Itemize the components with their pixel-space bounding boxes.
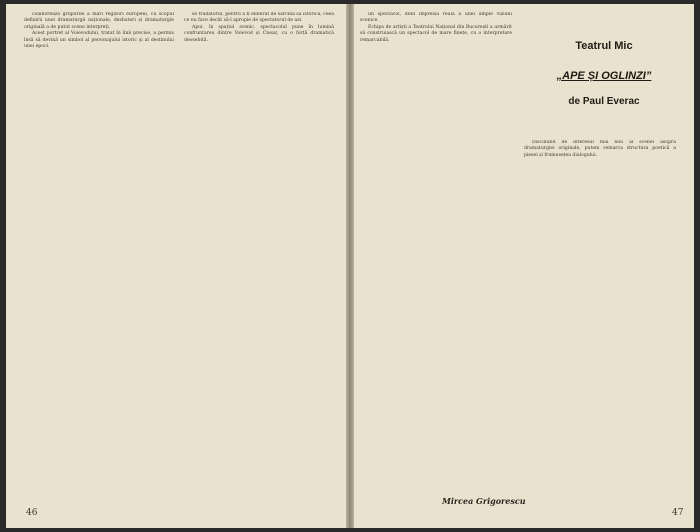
paragraph: se trădătorul, pentru a fi eliberat de sarcina sa istorică, ceea ce nu face decât să-l apropie de spectatorul de azi. [184, 12, 334, 24]
left-page [6, 4, 346, 528]
page-number-right: 47 [672, 508, 684, 518]
paragraph: colaborează grupurile a mari regizori europeni, cu scopul definirii unei dramaturgii naționale, dezbateri și dramaturgie originală a de putut scene interpreți. [24, 12, 174, 30]
right-page [354, 4, 694, 528]
paragraph: Discutând de interesul mai nou al scenei asupra dramaturgiei originale, putem remarca structura poetică a piesei și frumusețea dialogului. [524, 140, 676, 158]
theater-name: Teatrul Mic [575, 40, 633, 52]
paragraph: Acest portret al Voievodului, tratat în linii precise, a permis însă să devină un simbol al personajului istoric și al destinului unei epoci. [24, 31, 174, 50]
page-number-left: 46 [26, 508, 38, 518]
play-title: „APE ȘI OGLINZI” [556, 70, 652, 82]
author-line: de Paul Everac [568, 96, 640, 107]
book-gutter [346, 4, 354, 528]
paragraph: Apoi, în spațiul scenic, spectacolul pune în lumină confruntarea dintre Voievod și Cneaz, cu o forță dramatică deosebită. [184, 24, 334, 43]
right-column-2 [524, 140, 676, 512]
article-signature: Mircea Grigorescu [442, 496, 526, 506]
right-column-1 [360, 12, 512, 512]
left-column-1 [24, 12, 174, 502]
book-spread [6, 4, 694, 528]
article-heading [524, 40, 684, 107]
left-column-2 [184, 12, 334, 502]
paragraph: un spectacol, dind impresia reală a unei ample viziuni scenice. [360, 12, 512, 24]
paragraph: Echipa de artiști a Teatrului Național din București a urmărit să construiască un spectacol de mare finețe, cu o interpretare remarcabilă. [360, 24, 512, 43]
